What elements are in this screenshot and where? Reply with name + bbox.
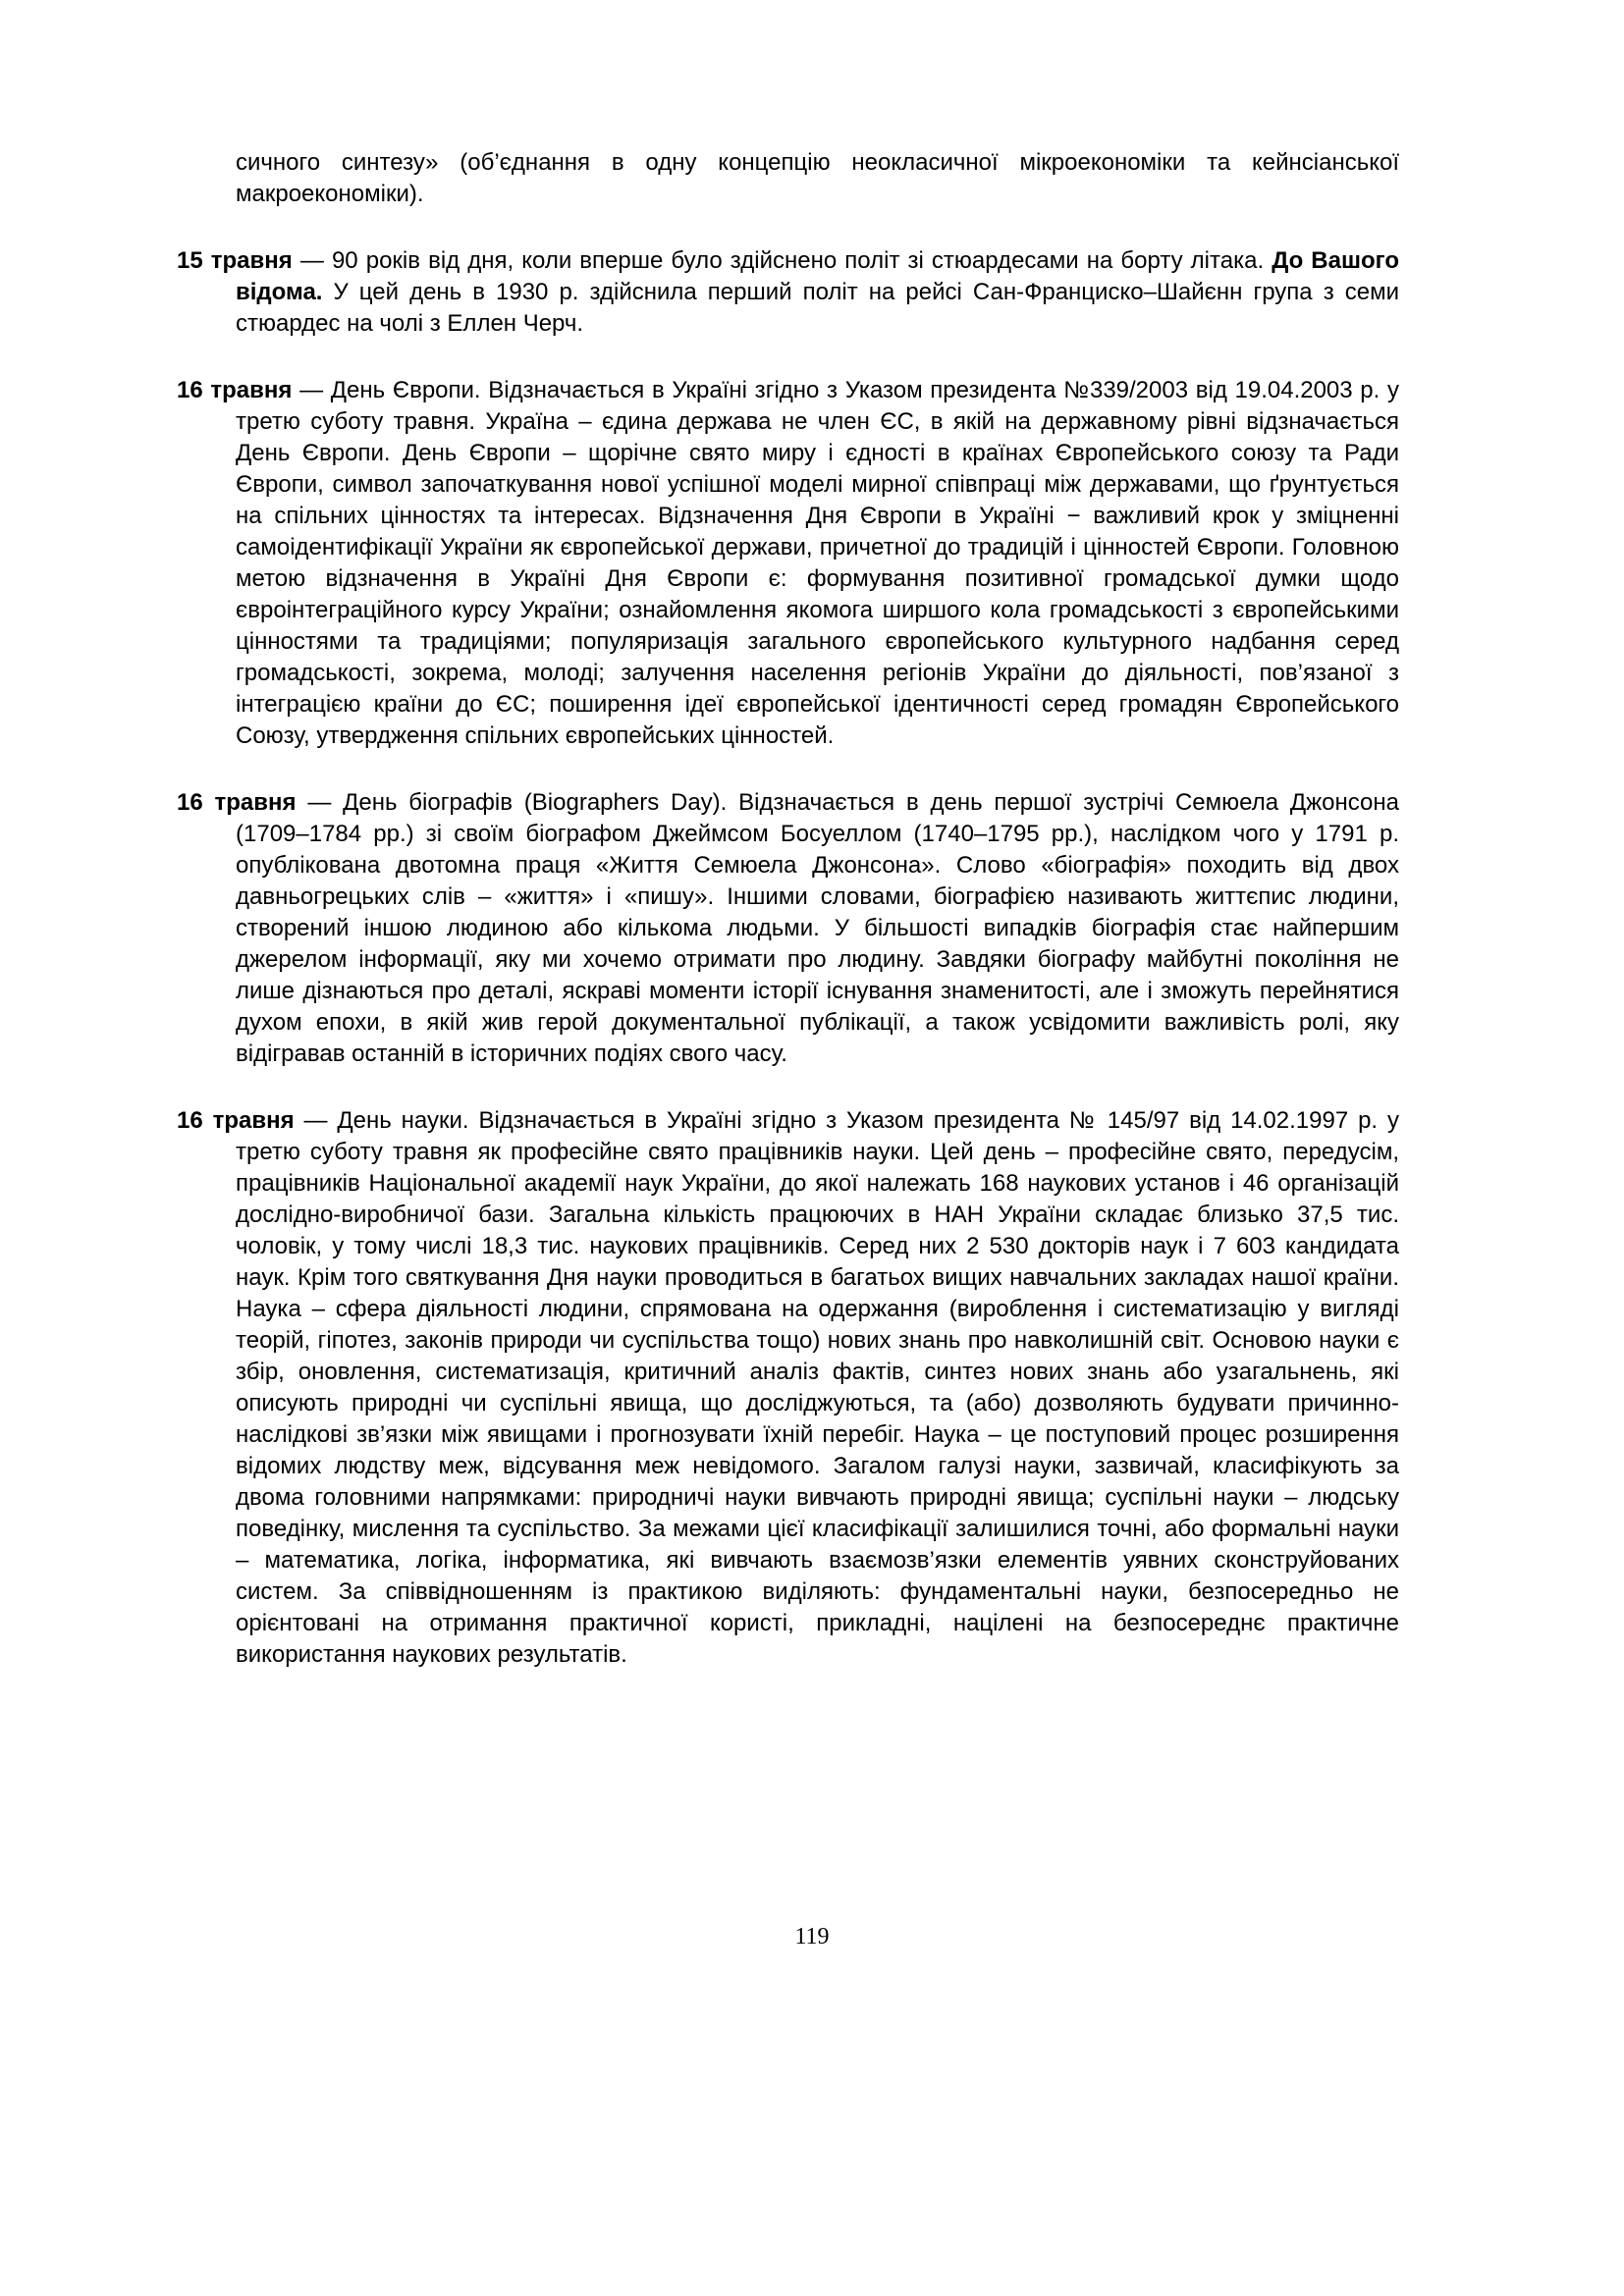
entry-dash: — [292,377,331,403]
continuation-text: сичного синтезу» (об’єднання в одну концепцію неокласичної мікроекономіки та кейнсіанської макроекономіки). [236,149,1399,207]
entry-text: 90 років від дня, коли вперше було здійснено політ зі стюардесами на борту літака. [331,247,1272,274]
entry-europe-day [177,375,1399,752]
continuation-paragraph [177,147,1399,210]
entry-date: 16 травня [177,377,293,403]
entry-date: 16 травня [177,789,297,816]
entry-bold-note: До Вашого відома. [236,247,1399,305]
entry-science-day [177,1105,1399,1671]
entry-dash: — [294,1107,338,1134]
page-content [177,147,1399,1706]
entry-may-15 [177,245,1399,340]
entry-biographers-day [177,787,1399,1070]
entry-text: День науки. Відзначається в Україні згідно з Указом президента № 145/97 від 14.02.1997 р. у третю суботу травня як професійне свято працівників науки. Цей день – професійне свято, передусім, працівників Національної академії наук України, до якої належать 168 наукових установ і 46 організацій дослідно-виробничої бази. Загальна кількість працюючих в НАН України складає близько 37,5 тис. чоловік, у тому числі 18,3 тис. наукових працівників. Серед них 2 530 докторів наук і 7 603 кандидата наук. Крім того святкування Дня науки проводиться в багатьох вищих навчальних закладах нашої країни. Наука – сфера діяльності людини, спрямована на одержання (вироблення і систематизацію у вигляді теорій, гіпотез, законів природи чи суспільства тощо) нових знань про навколишній світ. Основою науки є збір, оновлення, систематизація, критичний аналіз фактів, синтез нових знань або узагальнень, які описують природні чи суспільні явища, що досліджуються, та (або) дозволяють будувати причинно-наслідкові зв’язки між явищами і прогнозувати їхній перебіг. Наука – це поступовий процес розширення відомих людству меж, відсування меж невідомого. Загалом галузі науки, зазвичай, класифікують за двома головними напрямками: природничі науки вивчають природні явища; суспільні науки – людську поведінку, мислення та суспільство. За межами цієї класифікації залишилися точні, або формальні науки – математика, логіка, інформатика, які вивчають взаємозв’язки елементів уявних сконструйованих систем. За співвідношенням із практикою виділяють: фундаментальні науки, безпосередньо не орієнтовані на отримання практичної користі, прикладні, націлені на безпосереднє практичне використання наукових результатів. [236,1107,1399,1668]
entry-text: День біографів (Biographers Day). Відзначається в день першої зустрічі Семюела Джонсона (1709–1784 рр.) зі своїм біографом Джеймсом Босуеллом (1740–1795 рр.), наслідком чого у 1791 р. опублікована двотомна праця «Життя Семюела Джонсона». Слово «біографія» походить від двох давньогрецьких слів – «життя» і «пишу». Іншими словами, біографією називають життєпис людини, створений іншою людиною або кількома людьми. У більшості випадків біографія стає найпершим джерелом інформації, яку ми хочемо отримати про людину. Завдяки біографу майбутні покоління не лише дізнаються про деталі, яскраві моменти історії існування знаменитості, але і зможуть перейнятися духом епохи, в якій жив герой документальної публікації, а також усвідомити важливість ролі, яку відігравав останній в історичних подіях свого часу. [236,789,1399,1067]
entry-text-continued: У цей день в 1930 р. здійснила перший політ на рейсі Сан-Франциско–Шайєнн група з семи стюардес на чолі з Еллен Черч. [236,279,1399,337]
page-number: 119 [794,1924,830,1949]
entry-date: 15 травня [177,247,293,274]
entry-text: День Європи. Відзначається в Україні згідно з Указом президента №339/2003 від 19.04.2003 р. у третю суботу травня. Україна – єдина держава не член ЄС, в якій на державному рівні відзначається День Європи. День Європи – щорічне свято миру і єдності в країнах Європейського союзу та Ради Європи, символ започаткування нової успішної моделі мирної співпраці між державами, що ґрунтується на спільних цінностях та інтересах. Відзначення Дня Європи в Україні − важливий крок у зміцненні самоідентифікації України як європейської держави, причетної до традицій і цінностей Європи. Головною метою відзначення в Україні Дня Європи є: формування позитивної громадської думки щодо євроінтеграційного курсу України; ознайомлення якомога ширшого кола громадськості з європейськими цінностями та традиціями; популяризація загального європейського культурного надбання серед громадськості, зокрема, молоді; залучення населення регіонів України до діяльності, пов’язаної з інтеграцією країни до ЄС; поширення ідеї європейської ідентичності серед громадян Європейського Союзу, утвердження спільних європейських цінностей. [236,377,1400,749]
entry-dash: — [292,247,332,274]
entry-date: 16 травня [177,1107,295,1134]
entry-dash: — [296,789,344,816]
